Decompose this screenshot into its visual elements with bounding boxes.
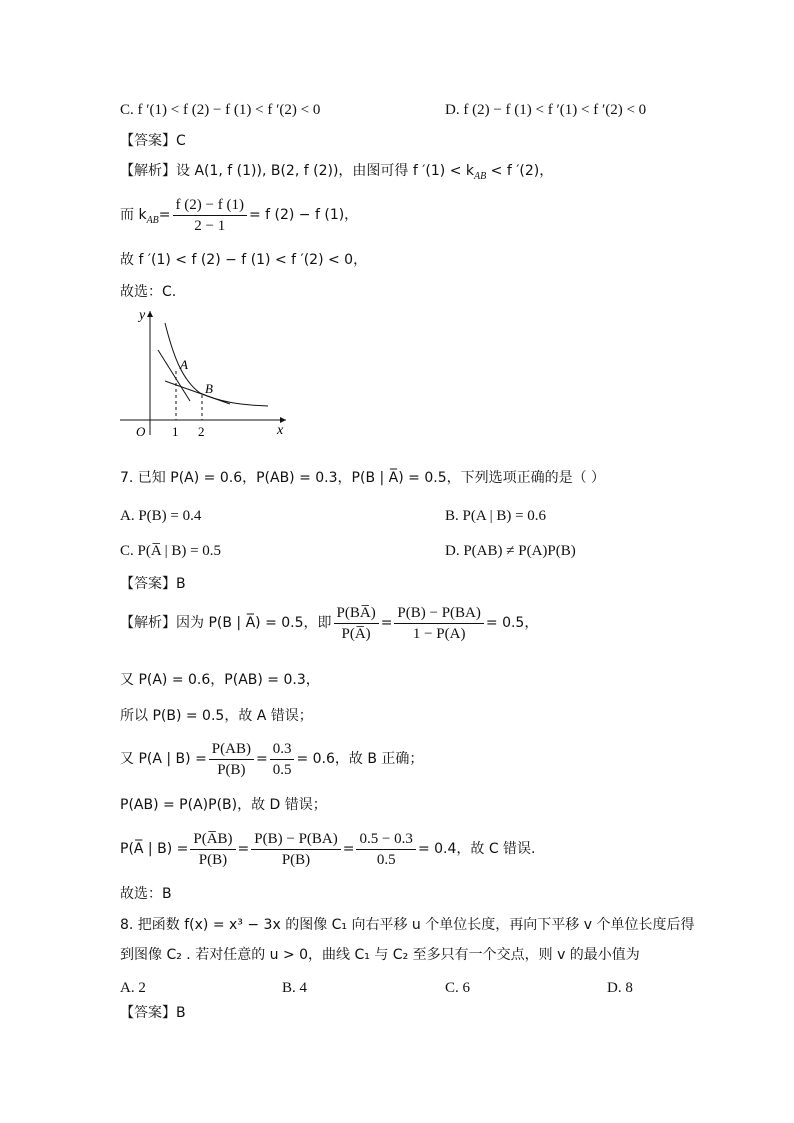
q7-stem: 7. 已知 P(A) = 0.6，P(AB) = 0.3，P(B | A̅) = 0.5，下列选项正确的是（ ） [120,470,606,486]
q7-analysis-4-pre: 又 P(A | B) = [120,751,207,768]
q7-option-d: D. P(AB) ≠ P(A)P(B) [445,543,576,559]
q7-fraction-3 [209,740,254,779]
q8-stem-line-1: 8. 把函数 f(x) = x³ − 3x 的图像 C₁ 向右平移 u 个单位长度，再向下平移 v 个单位长度后得 [120,917,695,933]
q7-fraction-4-den: 0.5 [272,762,292,778]
q7-fraction-2-num: P(B) − P(BA) [394,604,483,624]
q7-fraction-2 [394,604,483,643]
q7-fraction-6-num: P(B) − P(BA) [251,830,340,850]
y-axis-label: y [139,308,146,323]
q6-answer: 【答案】C [120,133,186,149]
q7-analysis-line-3: 所以 P(B) = 0.5，故 A 错误； [120,708,313,724]
q7-analysis-4-post: = 0.6，故 B 正确； [296,751,424,768]
q6-analysis-2-eq: = [158,207,171,224]
q7-fraction-5-den: P(B) [198,852,228,868]
q6-kab-fraction [173,196,247,235]
q7-analysis-6-eq1: = [237,841,250,858]
q7-fraction-6 [251,830,340,869]
q7-fraction-1-num: P(BA̅) [334,604,379,624]
q6-kab-denominator: 2 − 1 [194,218,226,234]
q6-analysis-1-text: 【解析】设 A(1, f (1)), B(2, f (2))，由图可得 f ′(1) < k [120,163,474,179]
q7-analysis-line-4 [120,740,423,779]
q7-analysis-1-pre: 【解析】因为 P(B | A̅) = 0.5，即 [120,615,332,632]
q7-fraction-5-num: P(A̅B) [190,830,235,850]
point-b-label: B [205,381,213,396]
q6-option-c: C. f ′(1) < f (2) − f (1) < f ′(2) < 0 [120,102,321,118]
q8-option-c: C. 6 [445,980,471,996]
q7-analysis-6-eq2: = [342,841,355,858]
x-axis-label: x [277,423,284,438]
q7-fraction-1-den: P(A̅) [341,626,371,642]
q7-fraction-4 [270,740,295,779]
secant-ab [165,381,230,404]
q7-fraction-2-den: 1 − P(A) [412,626,466,642]
q7-fraction-5 [190,830,235,869]
q8-option-b: B. 4 [282,980,308,996]
q7-analysis-4-eq: = [255,751,268,768]
q6-choose: 故选：C. [120,284,177,300]
q6-analysis-2-post: = f (2) − f (1)， [248,207,359,224]
origin-label: O [136,424,146,439]
q7-fraction-7-den: 0.5 [376,852,396,868]
q7-analysis-6-pre: P(A̅ | B) = [120,841,189,858]
q7-analysis-1-post: = 0.5， [485,615,539,632]
q7-fraction-6-den: P(B) [281,852,311,868]
q6-kab-numerator: f (2) − f (1) [173,196,247,216]
q7-analysis-line-6 [120,830,536,869]
q8-stem-line-2: 到图像 C₂ . 若对任意的 u > 0，曲线 C₁ 与 C₂ 至多只有一个交点，则 v 的最小值为 [120,947,640,963]
q6-analysis-1-subscript: AB [474,170,487,182]
q7-option-a: A. P(B) = 0.4 [120,508,202,524]
q6-analysis-line-3: 故 f ′(1) < f (2) − f (1) < f ′(2) < 0， [120,252,368,268]
q6-analysis-2-subscript: AB [146,214,159,226]
q7-fraction-1 [334,604,379,643]
q7-analysis-line-5: P(AB) = P(A)P(B)，故 D 错误； [120,797,327,813]
q7-fraction-4-num: 0.3 [270,740,295,760]
q7-fraction-7 [356,830,415,869]
q6-analysis-line-1 [120,163,553,183]
q8-option-d: D. 8 [607,980,633,996]
tick-label-1: 1 [172,424,179,439]
q8-option-a: A. 2 [120,980,146,996]
q7-analysis-6-post: = 0.4，故 C 错误. [417,841,536,858]
q7-fraction-3-den: P(B) [217,762,246,778]
q8-answer: 【答案】B [120,1005,186,1021]
q7-option-b: B. P(A | B) = 0.6 [445,508,547,524]
q7-analysis-line-1 [120,604,538,643]
point-a-label: A [180,357,188,372]
q7-choose: 故选：B [120,886,172,902]
q6-analysis-line-2 [120,196,358,235]
q7-analysis-1-eq: = [380,615,393,632]
q6-analysis-1-end: < f ′(2)， [486,163,554,179]
tick-label-2: 2 [198,424,205,439]
q6-figure [110,305,300,440]
q6-analysis-2-pre: 而 k [120,207,147,224]
q7-analysis-line-2: 又 P(A) = 0.6，P(AB) = 0.3， [120,672,320,688]
q7-option-c: C. P(A̅ | B) = 0.5 [120,543,222,559]
q6-option-d: D. f (2) − f (1) < f ′(1) < f ′(2) < 0 [445,102,647,118]
q7-fraction-3-num: P(AB) [209,740,254,760]
q7-answer: 【答案】B [120,576,186,592]
q7-fraction-7-num: 0.5 − 0.3 [356,830,415,850]
